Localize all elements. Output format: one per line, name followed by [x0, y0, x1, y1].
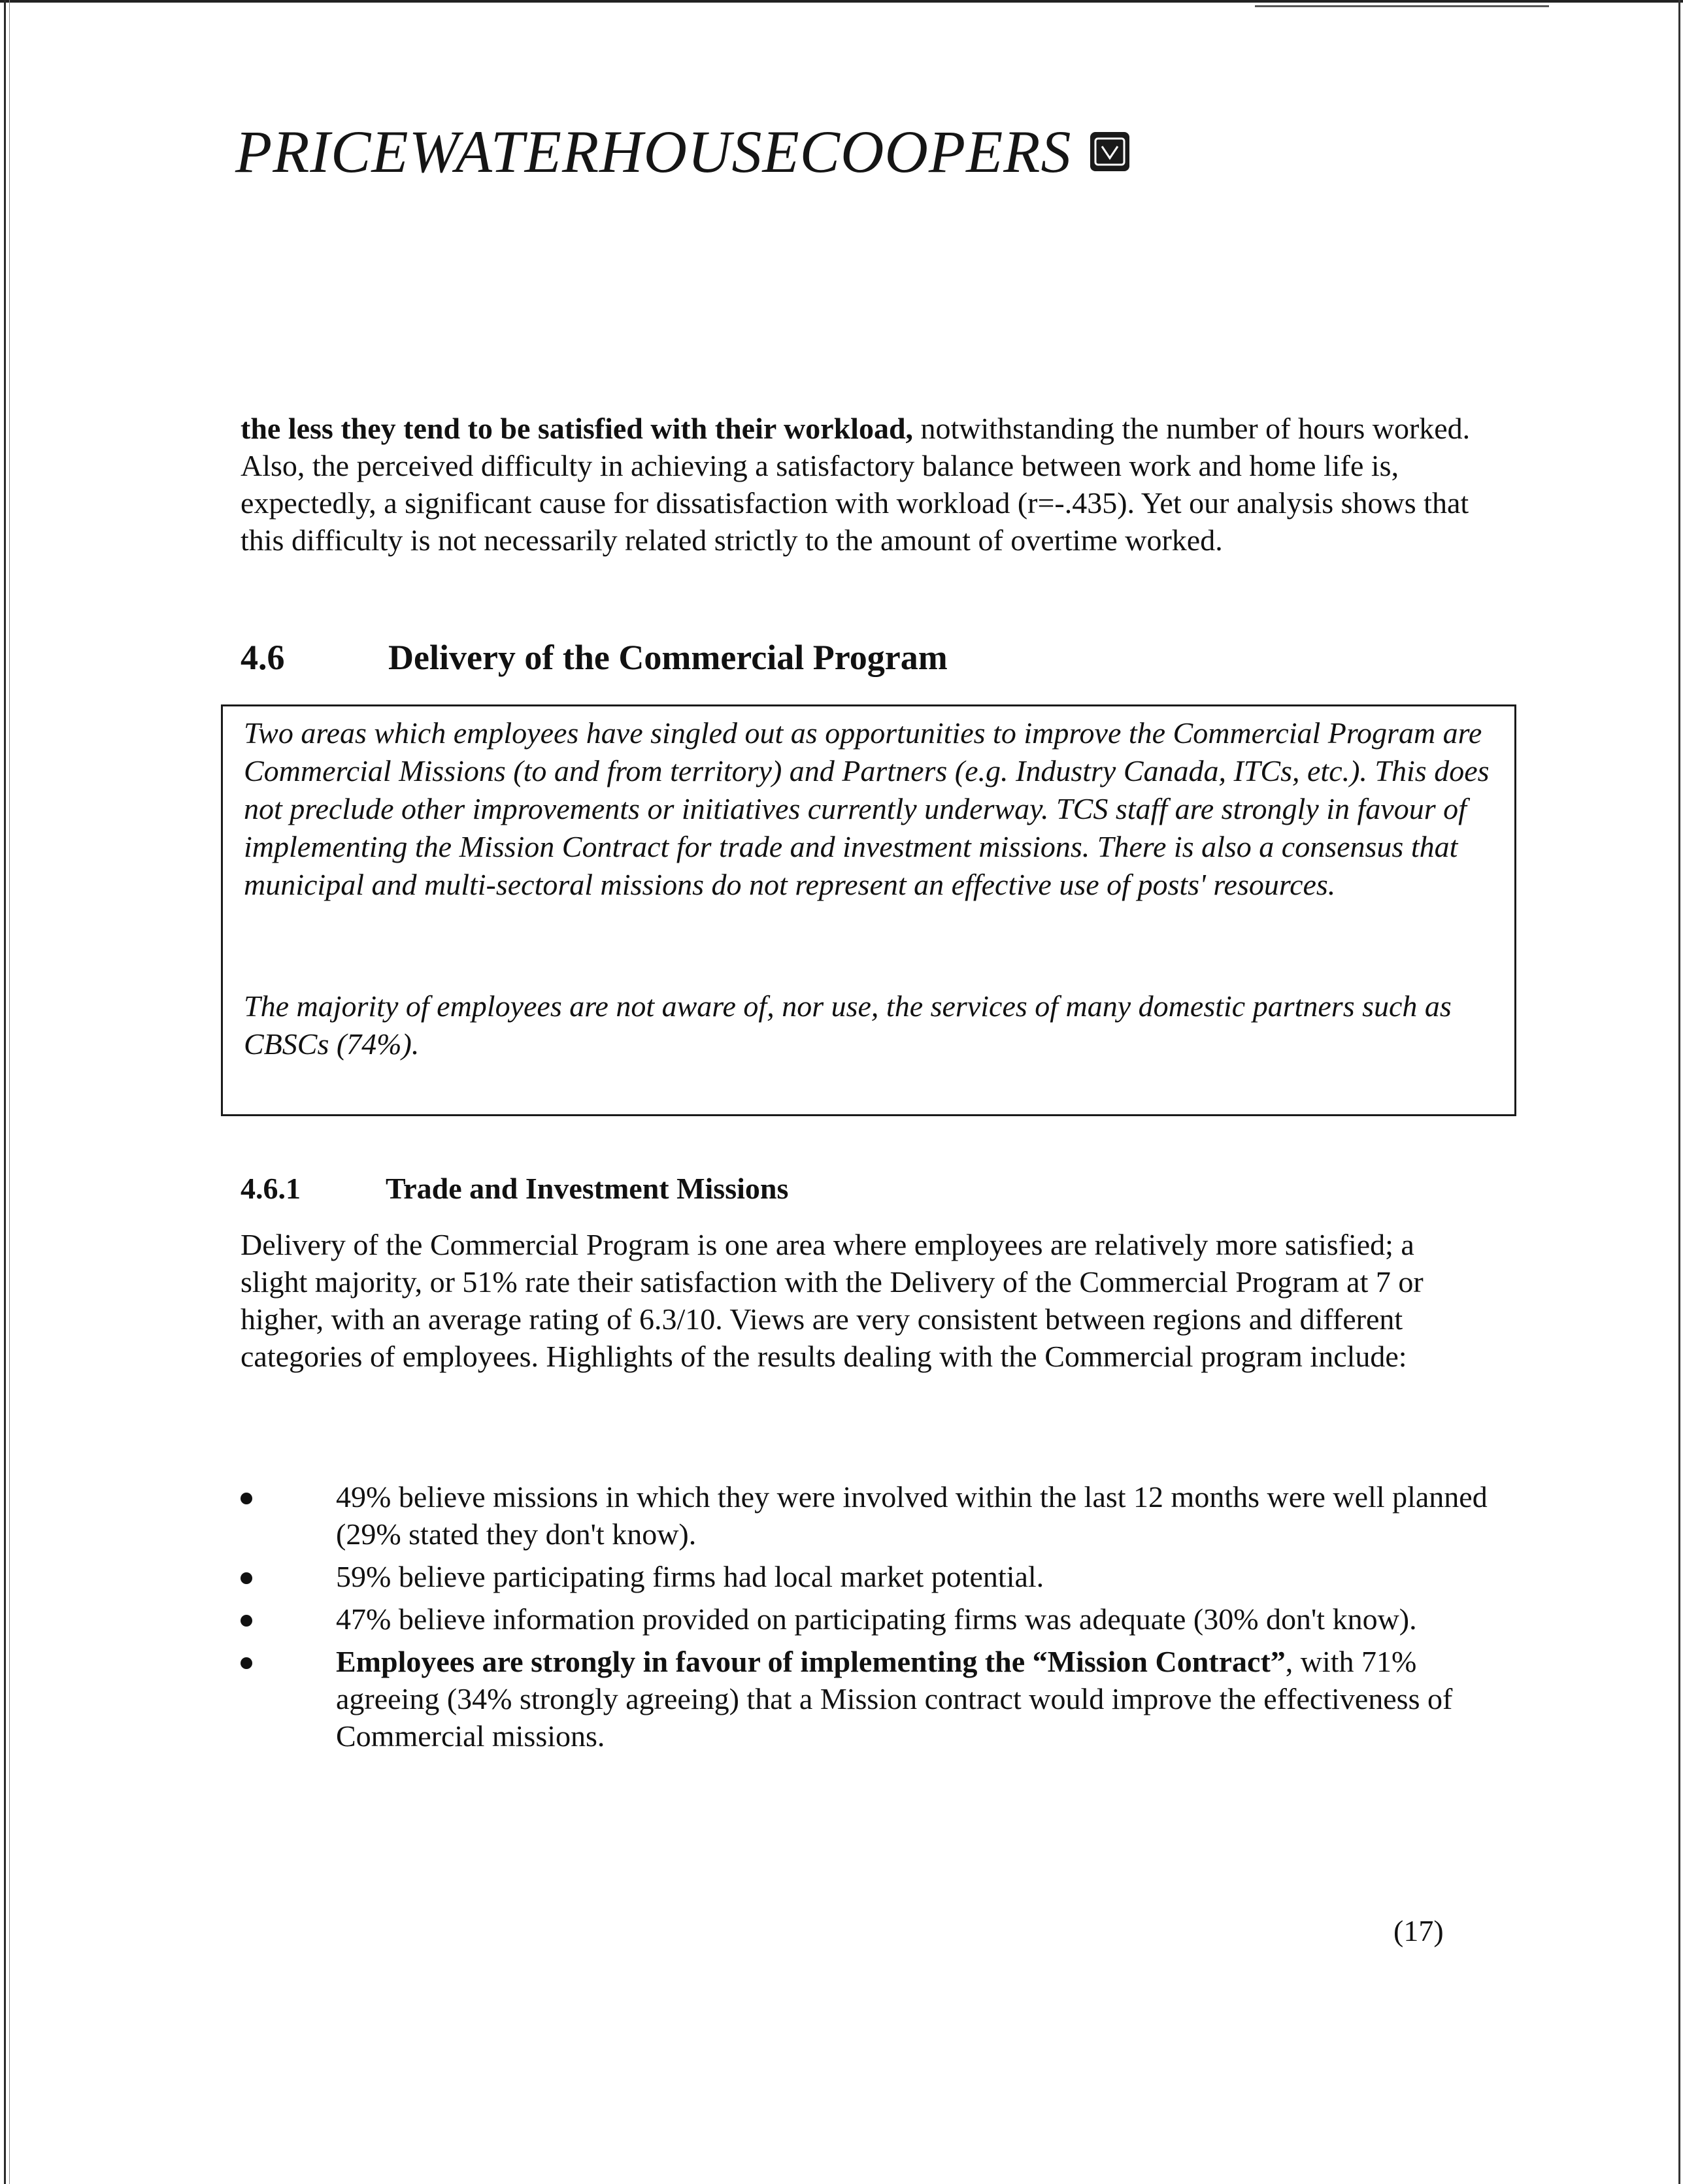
scan-edge-top	[0, 0, 1683, 3]
section-title: Delivery of the Commercial Program	[388, 638, 948, 677]
logo-wordmark: PRICEWATERHOUSECOOPERS	[235, 118, 1072, 185]
summary-paragraph-2: The majority of employees are not aware of, nor use, the services of many domestic partners such as CBSCs (74%).	[244, 989, 1452, 1061]
intro-paragraph	[241, 410, 1482, 559]
intro-bold-lead: the less they tend to be satisfied with their workload,	[241, 412, 914, 445]
list-item	[241, 1558, 1522, 1595]
section-number: 4.6	[241, 638, 285, 677]
summary-box	[221, 704, 1516, 1116]
list-item-text: 59% believe participating firms had local market potential.	[336, 1560, 1044, 1593]
bullet-icon	[241, 1493, 252, 1504]
body-paragraph: Delivery of the Commercial Program is one area where employees are relatively more satisfied; a slight majority, or 51% rate their satisfaction with the Delivery of the Commercial Program at 7 or higher, with an average rating of 6.3/10. Views are very consistent between regions and different categories of employees. Highlights of the results dealing with the Commercial program include:	[241, 1228, 1424, 1373]
list-item-text: , with 71% agreeing (34% strongly agreeing) that a Mission contract would improve the effectiveness of Commercial missions.	[336, 1645, 1453, 1753]
scan-edge-left	[4, 0, 6, 2184]
company-logo	[235, 106, 1129, 197]
summary-paragraph-1: Two areas which employees have singled out as opportunities to improve the Commercial Program are Commercial Missions (to and from territory) and Partners (e.g. Industry Canada, ITCs, etc.). This does not preclude other improvements or initiatives currently underway. TCS staff are strongly in favour of implementing the Mission Contract for trade and investment missions. There is also a consensus that municipal and multi-sectoral missions do not represent an effective use of posts' resources.	[244, 716, 1490, 901]
bullet-icon	[241, 1657, 252, 1669]
list-item	[241, 1643, 1522, 1755]
logo-emblem-icon	[1090, 132, 1129, 171]
bullet-icon	[241, 1572, 252, 1584]
list-item-text: 47% believe information provided on participating firms was adequate (30% don't know).	[336, 1602, 1417, 1636]
bullet-icon	[241, 1615, 252, 1627]
section-heading	[241, 637, 948, 678]
subsection-heading	[241, 1171, 788, 1206]
list-item	[241, 1478, 1522, 1553]
scan-edge-right	[1678, 0, 1680, 2184]
subsection-title: Trade and Investment Missions	[386, 1172, 789, 1205]
highlights-list	[241, 1478, 1522, 1760]
list-item-bold-text: Employees are strongly in favour of implementing the “Mission Contract”	[336, 1645, 1286, 1678]
subsection-number: 4.6.1	[241, 1172, 301, 1205]
scan-edge-top-mark	[1255, 5, 1549, 7]
list-item	[241, 1600, 1522, 1638]
intro-text: notwithstanding the number of hours worked. Also, the perceived difficulty in achieving a satisfactory balance between work and home life is, expectedly, a significant cause for dissatisfaction with workload (r=-.435). Yet our analysis shows that this difficulty is not necessarily related strictly to the amount of overtime worked.	[241, 412, 1471, 557]
page-number: (17)	[1393, 1914, 1444, 1947]
list-item-text: 49% believe missions in which they were involved within the last 12 months were well planned (29% stated they don't know).	[336, 1480, 1488, 1551]
scan-edge-left-thin	[9, 0, 10, 2184]
